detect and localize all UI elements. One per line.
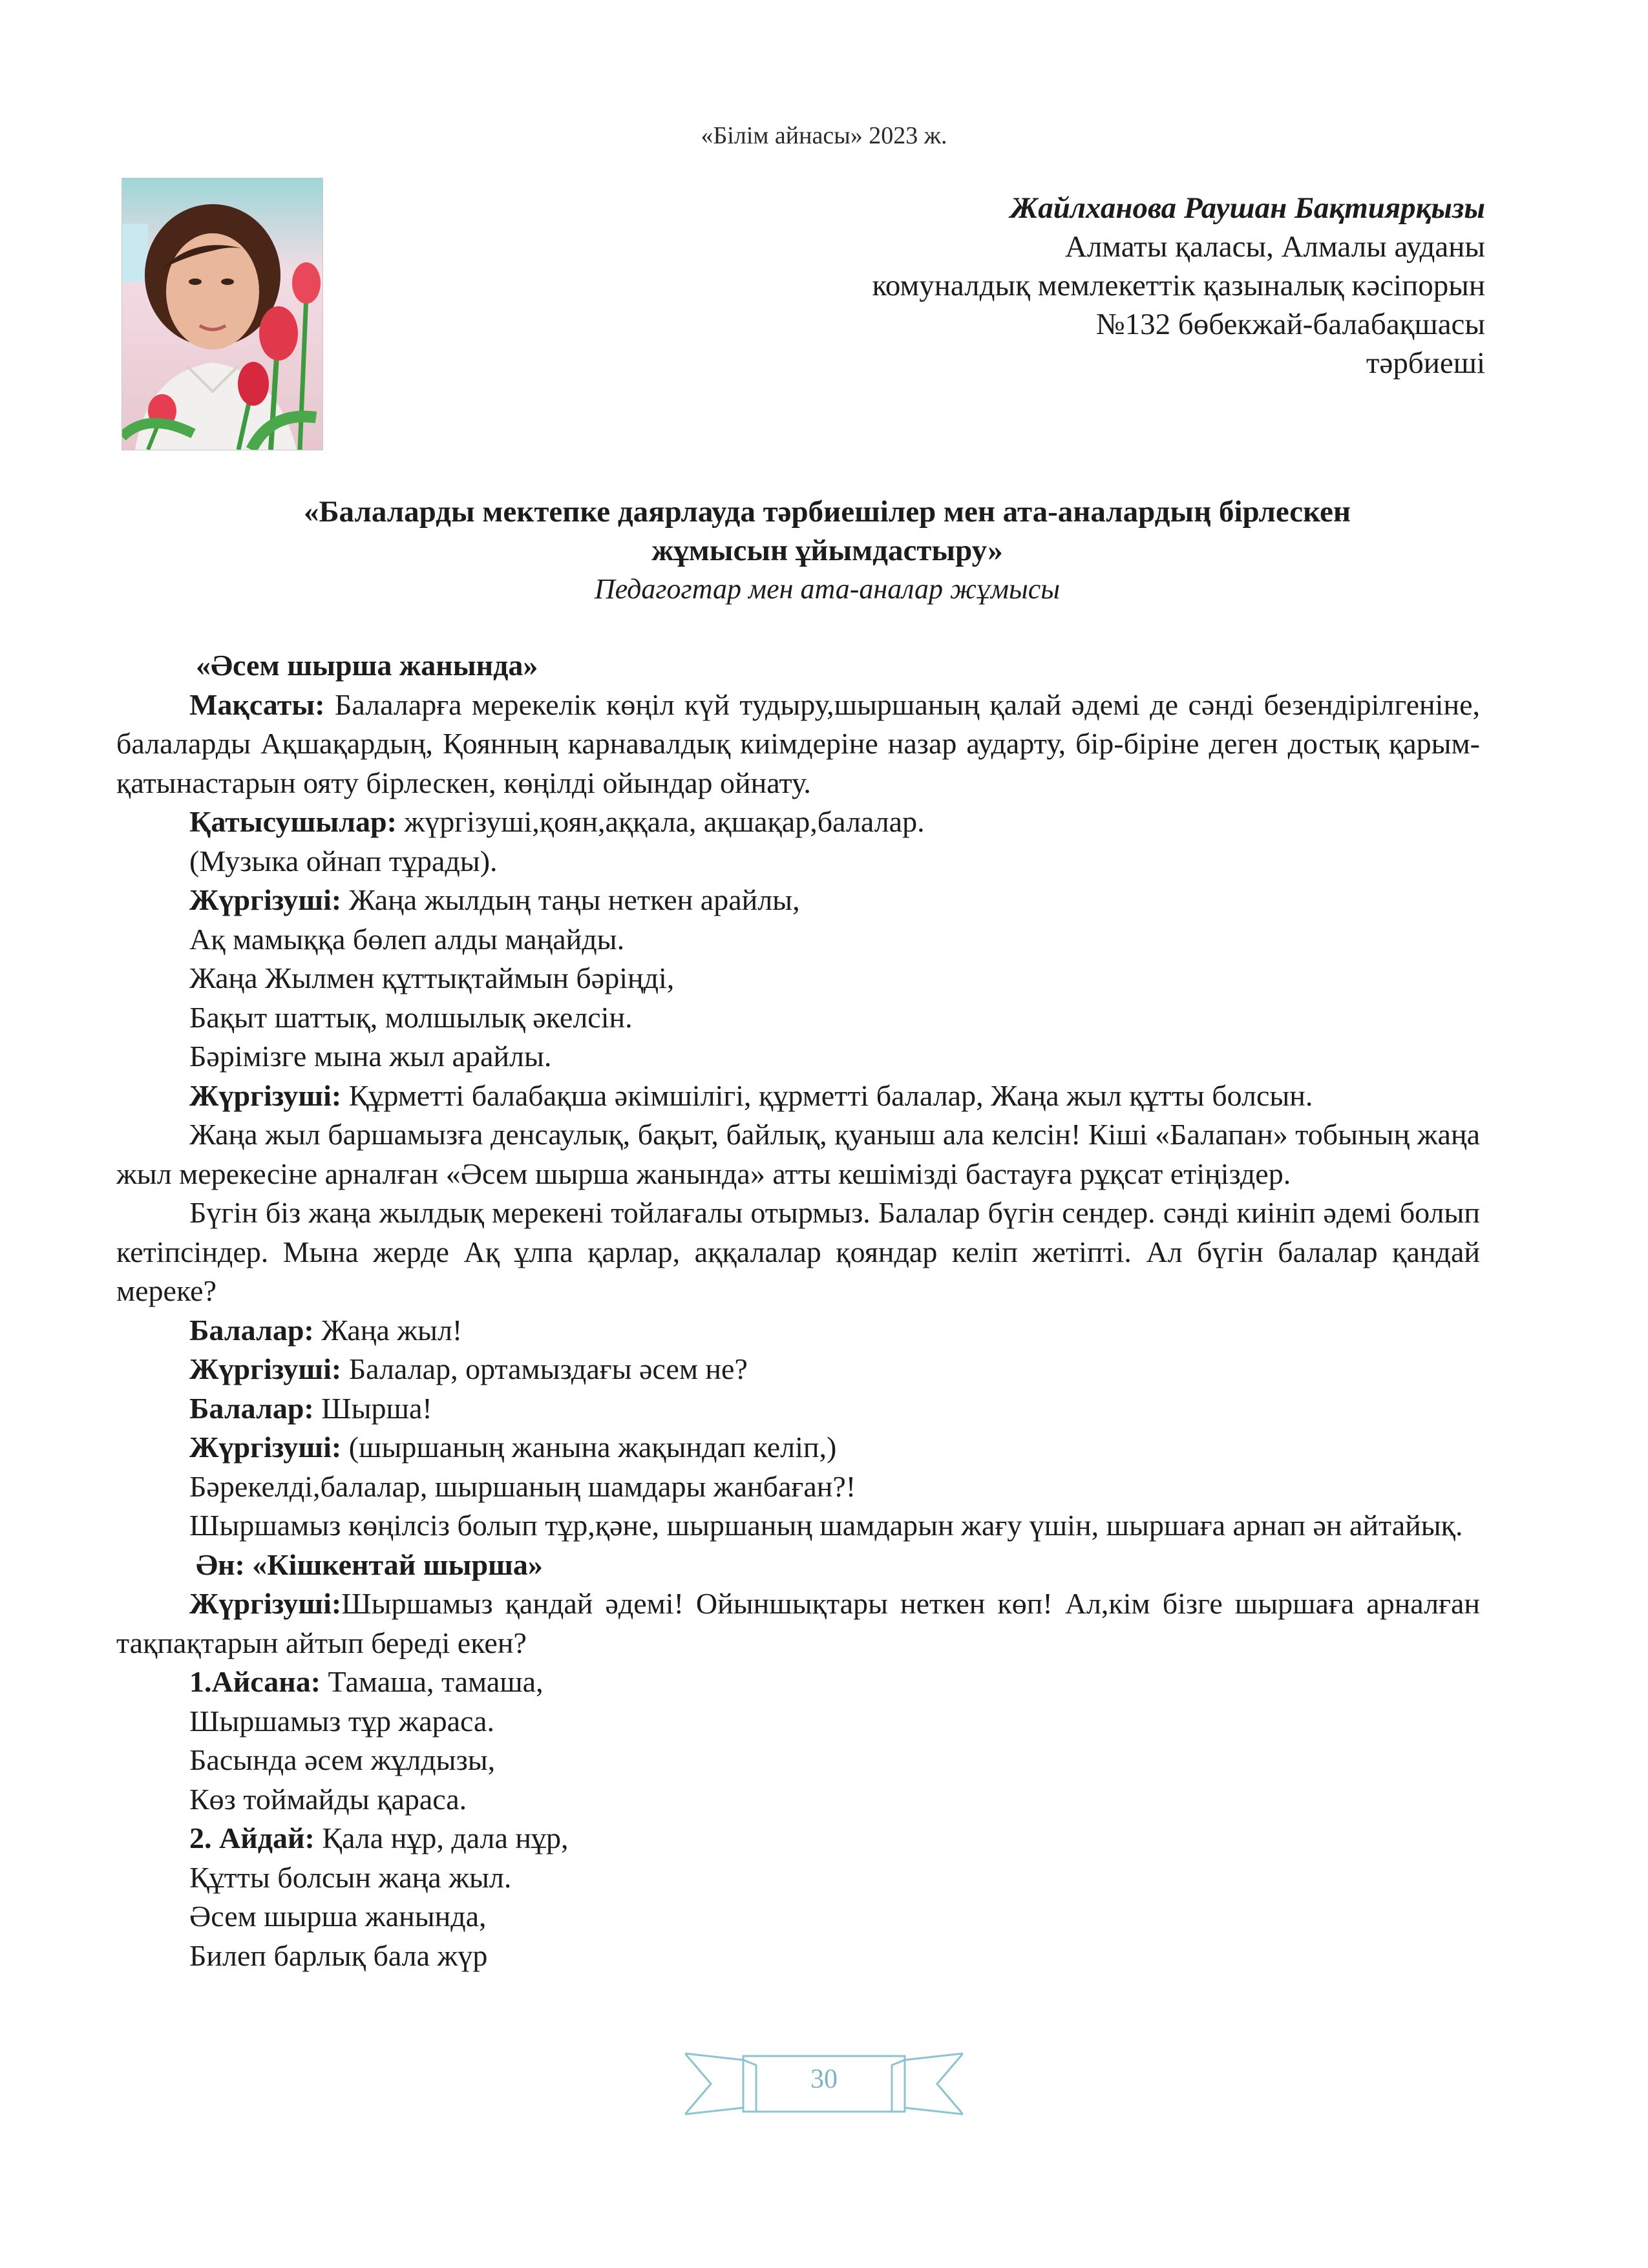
article-body bbox=[116, 646, 1480, 1975]
poem-line: Шыршамыз тұр жараса. bbox=[189, 1704, 494, 1738]
author-affiliation-line: Алматы қаласы, Алмалы ауданы bbox=[1064, 230, 1485, 264]
speaker-label: Балалар: bbox=[189, 1391, 314, 1425]
paragraph-text: жүргізуші,қоян,аққала, ақшақар,балалар. bbox=[396, 805, 925, 838]
author-affiliation-line: комуналдық мемлекеттік қазыналық кәсіпорын bbox=[872, 269, 1485, 302]
article-subtitle: Педагогтар мен ата-аналар жұмысы bbox=[594, 573, 1061, 605]
author-affiliation-line: №132 бөбекжай-балабақшасы bbox=[1095, 308, 1485, 341]
poem-line: Құтты болсын жаңа жыл. bbox=[189, 1860, 512, 1894]
poem-line: Көз тоймайды қараса. bbox=[189, 1782, 467, 1816]
speaker-label: Жүргізуші: bbox=[189, 1587, 342, 1620]
poem-text: Тамаша, тамаша, bbox=[321, 1665, 544, 1698]
paragraph: Шыршамыз көңілсіз болып тұр,қәне, шыршаның шамдарын жағу үшін, шыршаға арнап ән айтайық. bbox=[189, 1509, 1463, 1542]
paragraph-text: Шырша! bbox=[313, 1391, 432, 1425]
poem-line: Әсем шырша жанында, bbox=[189, 1900, 487, 1933]
speaker-label: Мақсаты: bbox=[189, 688, 325, 721]
article-title-line: жұмысын ұйымдастыру» bbox=[651, 534, 1003, 567]
paragraph bbox=[116, 1076, 1480, 1116]
speaker-label: Жүргізуші: bbox=[189, 1431, 342, 1464]
author-photo bbox=[121, 178, 323, 450]
paragraph-text: Жаңа жыл! bbox=[313, 1313, 463, 1347]
paragraph-text: Балаларға мерекелік көңіл күй тудыру,шыршаның қалай әдемі де сәнді безендірілгеніне, балаларды Ақшақардың, Қоянның карнавалдық киімдеріне назар аударту, бір-біріне деген достық қарым-қатынастарын ояту бірлескен, көңілді ойындар ойнату. bbox=[116, 688, 1480, 799]
speaker-label: 1.Айсана: bbox=[189, 1665, 321, 1698]
paragraph bbox=[116, 1584, 1480, 1663]
verse-line: Ақ мамыққа бөлеп алды маңайды. bbox=[189, 922, 625, 956]
speaker-label: Жүргізуші: bbox=[189, 883, 342, 916]
paragraph-text: (шыршаның жанына жақындап келіп,) bbox=[341, 1431, 837, 1464]
paragraph bbox=[116, 1350, 1480, 1389]
paragraph: Бүгін біз жаңа жылдық мерекені тойлағалы отырмыз. Балалар бүгін сендер. сәнді киініп әдемі болып кетіпсіндер. Мына жерде Ақ ұлпа қарлар, аққалалар қояндар келіп жетіпті. Ал бүгін балалар қандай мереке? bbox=[116, 1196, 1480, 1307]
verse-line: Бақыт шаттық, молшылық әкелсін. bbox=[189, 1000, 633, 1034]
poem-line bbox=[116, 1819, 1480, 1858]
speaker-label: 2. Айдай: bbox=[189, 1822, 315, 1854]
page-number-ribbon bbox=[685, 2048, 963, 2119]
speaker-label: Қатысушылар: bbox=[189, 805, 397, 838]
event-title: «Әсем шырша жанында» bbox=[196, 649, 538, 682]
author-portrait-icon bbox=[122, 178, 322, 450]
poem-text: Қала нұр, дала нұр, bbox=[314, 1822, 569, 1854]
poem-line: Басында әсем жұлдызы, bbox=[189, 1743, 496, 1776]
paragraph-text: Балалар, ортамыздағы әсем не? bbox=[341, 1352, 748, 1385]
poem-line: Билеп барлық бала жүр bbox=[189, 1938, 488, 1972]
verse-line: Бәрімізге мына жыл арайлы. bbox=[189, 1040, 552, 1073]
paragraph bbox=[116, 881, 1480, 920]
article-title bbox=[187, 492, 1467, 570]
author-block bbox=[872, 189, 1485, 383]
page-number: 30 bbox=[810, 2064, 838, 2094]
running-head: «Білім айнасы» 2023 ж. bbox=[701, 122, 947, 149]
paragraph bbox=[116, 1428, 1480, 1467]
stage-direction: (Музыка ойнап тұрады). bbox=[189, 844, 498, 877]
paragraph-text: Жаңа жылдың таңы неткен арайлы, bbox=[341, 883, 800, 916]
author-name: Жайлханова Раушан Бақтиярқызы bbox=[1010, 191, 1485, 225]
song-title: Ән: «Кішкентай шырша» bbox=[196, 1548, 543, 1581]
paragraph bbox=[116, 686, 1480, 803]
paragraph-text: Құрметті балабақша әкімшілігі, құрметті балалар, Жаңа жыл құтты болсын. bbox=[341, 1078, 1313, 1112]
paragraph-text: Шыршамыз қандай әдемі! Ойыншықтары неткен көп! Ал,кім бізге шыршаға арналған тақпақтарын айтып береді екен? bbox=[116, 1587, 1480, 1659]
paragraph bbox=[116, 1311, 1480, 1350]
speaker-label: Жүргізуші: bbox=[189, 1352, 342, 1385]
paragraph: Жаңа жыл баршамызға денсаулық, бақыт, байлық, қуаныш ала келсін! Кіші «Балапан» тобының жаңа жыл мерекесіне арналған «Әсем шырша жанында» атты кешімізді бастауға рұқсат етіңіздер. bbox=[116, 1118, 1480, 1190]
paragraph: Бәрекелді,балалар, шыршаның шамдары жанбаған?! bbox=[189, 1469, 856, 1503]
paragraph bbox=[116, 803, 1480, 842]
poem-line bbox=[116, 1663, 1480, 1702]
author-position: тәрбиеші bbox=[1366, 346, 1485, 380]
speaker-label: Жүргізуші: bbox=[189, 1078, 342, 1112]
verse-line: Жаңа Жылмен құттықтаймын бәріңді, bbox=[189, 961, 675, 994]
speaker-label: Балалар: bbox=[189, 1313, 314, 1347]
article-title-line: «Балаларды мектепке даярлауда тәрбиешілер мен ата-аналардың бірлескен bbox=[303, 495, 1351, 529]
paragraph bbox=[116, 1389, 1480, 1429]
